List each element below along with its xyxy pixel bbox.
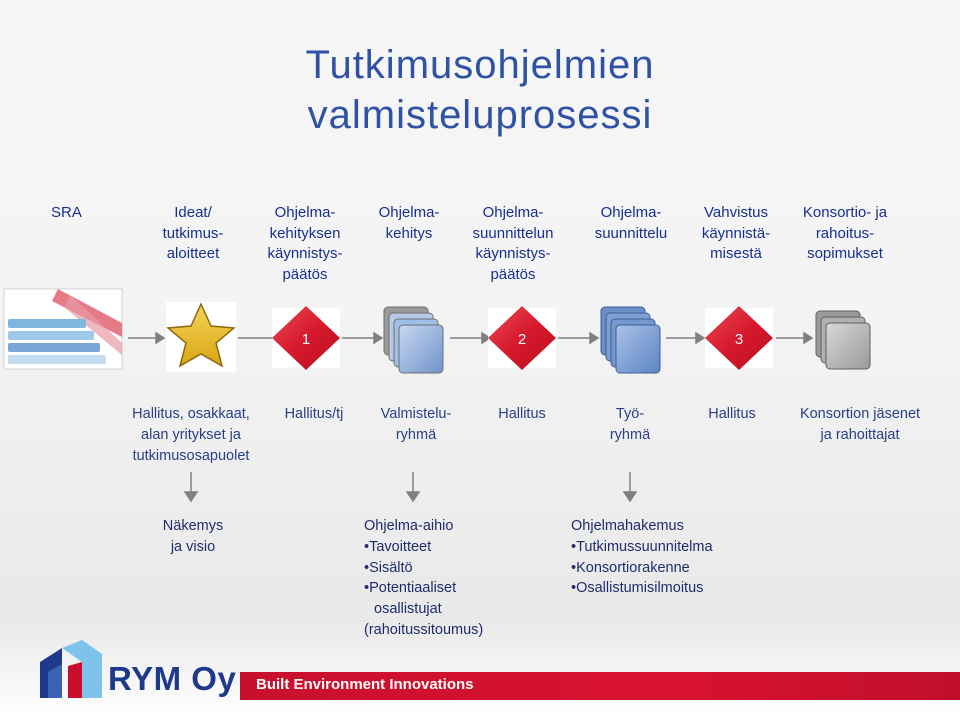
output-bullet: • Sisältö <box>364 558 514 579</box>
output-heading: ja visio <box>170 538 216 555</box>
actor-hallitus-tj <box>272 404 356 425</box>
actor-line: Konsortion jäsenet <box>799 406 921 422</box>
actor-tyoryhma <box>590 404 670 446</box>
actor-line: ja rahoittajat <box>820 427 900 443</box>
stage-suunnittelu <box>576 203 686 244</box>
output-heading: Ohjelmahakemus <box>571 518 684 534</box>
sra-roadmap-thumbnail <box>4 289 122 369</box>
stage-line: Ohjelma- <box>482 204 544 221</box>
decision-diamond-3 <box>705 306 773 370</box>
stage-line: rahoitus- <box>815 224 875 242</box>
output-line: osallistujat <box>374 601 442 618</box>
decision-number: 1 <box>301 331 311 348</box>
stage-line: Ideat/ <box>174 204 212 221</box>
actor-line: Hallitus <box>498 406 546 422</box>
stage-sra <box>51 203 91 224</box>
decision-diamond-2 <box>488 306 556 370</box>
output-bullet: • Konsortiorakenne <box>571 558 761 579</box>
process-flow <box>0 285 960 375</box>
output-bullet: • Osallistumisilmoitus <box>571 578 761 599</box>
stage-line: Vahvistus <box>704 204 768 221</box>
title-line-1: Tutkimusohjelmien <box>305 43 655 87</box>
output-ohjelma-aihio <box>364 516 514 641</box>
actor-valmisteluryhma <box>366 404 466 446</box>
actor-line: ryhmä <box>395 427 437 443</box>
actor-line: Työ- <box>615 406 645 422</box>
decision-number: 2 <box>517 331 527 348</box>
slide-title <box>0 40 960 140</box>
stage-suunnittelun-paatos <box>458 203 568 285</box>
output-bullet: • Tutkimussuunnitelma <box>571 537 761 558</box>
stage-line: suunnittelun <box>472 224 554 242</box>
footer-tagline: Built Environment Innovations <box>256 676 474 693</box>
stage-line: misestä <box>710 245 762 262</box>
actor-konsortio <box>780 404 940 446</box>
stage-line: aloitteet <box>166 245 220 262</box>
decision-diamond-1 <box>272 306 340 370</box>
actor-hallitus <box>692 404 772 425</box>
actor-line: ryhmä <box>609 427 651 443</box>
output-bullet: • Tavoitteet <box>364 537 514 558</box>
stage-line: kehityksen <box>269 224 341 242</box>
stage-kehityksen-paatos <box>250 203 360 285</box>
stage-kehitys <box>354 203 464 244</box>
stage-line: Ohjelma- <box>600 204 662 221</box>
actor-line: Hallitus, osakkaat, <box>132 406 250 422</box>
company-logo-text: RYM Oy <box>108 660 237 697</box>
stage-line: käynnistys- <box>267 245 343 262</box>
actor-line: alan yritykset ja <box>141 427 241 443</box>
output-bullet: • Potentiaaliset <box>364 578 514 599</box>
output-line: (rahoitussitoumus) <box>364 621 484 638</box>
stage-sopimukset <box>789 203 901 265</box>
document-stack-icon <box>816 311 870 369</box>
stage-line: käynnistä- <box>701 224 771 242</box>
actor-hallitus <box>482 404 562 425</box>
rym-logo-icon <box>38 636 104 702</box>
stage-line: kehitys <box>385 224 433 242</box>
stage-ideat <box>138 203 248 265</box>
stage-line: Ohjelma- <box>378 204 440 221</box>
stage-vahvistus <box>681 203 791 265</box>
output-nakemys <box>140 516 246 558</box>
stage-line: Ohjelma- <box>274 204 336 221</box>
output-arrows <box>0 470 960 510</box>
stage-line: sopimukset <box>807 245 883 262</box>
stage-line: tutkimus- <box>162 224 224 242</box>
stage-line: suunnittelu <box>594 224 668 242</box>
output-ohjelmahakemus <box>571 516 761 599</box>
stage-line: käynnistys- <box>475 245 551 262</box>
actor-line: Valmistelu- <box>380 406 452 422</box>
stage-line: SRA <box>51 204 82 221</box>
actor-hallitus-osakkaat <box>108 404 274 467</box>
stage-line: päätös <box>490 265 536 283</box>
actor-line: tutkimusosapuolet <box>132 448 250 464</box>
actor-line: Hallitus/tj <box>284 406 344 422</box>
decision-number: 3 <box>734 331 744 348</box>
output-heading: Näkemys <box>162 518 224 534</box>
title-line-2: valmisteluprosessi <box>307 93 653 137</box>
stage-line: päätös <box>282 265 328 283</box>
document-stack-icon <box>384 307 443 373</box>
footer-bar <box>240 672 960 700</box>
stage-line: Konsortio- ja <box>802 204 888 221</box>
output-heading: Ohjelma-aihio <box>364 518 454 534</box>
star-icon <box>166 302 236 372</box>
actor-line: Hallitus <box>708 406 756 422</box>
document-stack-icon <box>601 307 660 373</box>
